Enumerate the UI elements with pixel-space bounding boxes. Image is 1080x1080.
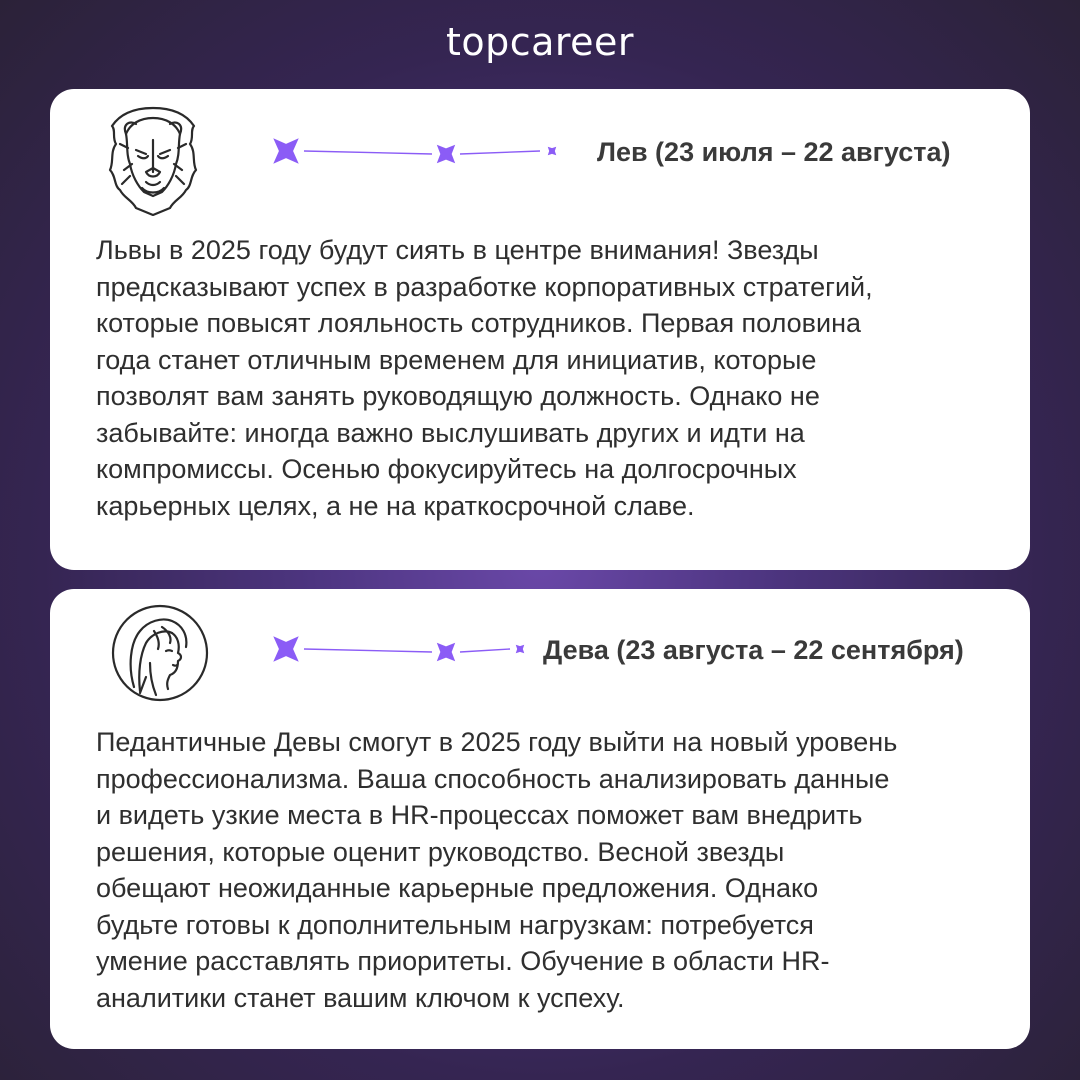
- constellation-icon: [264, 629, 564, 673]
- sign-title: Лев (23 июля – 22 августа): [597, 137, 951, 167]
- leo-card: [50, 89, 1030, 570]
- virgo-woman-icon: [110, 603, 210, 703]
- sign-title: Дева (23 августа – 22 сентября): [543, 635, 964, 665]
- brand-logo: topcareer: [445, 20, 635, 64]
- lion-head-icon: [102, 104, 204, 216]
- sign-description: Педантичные Девы смогут в 2025 году выйти на новый уровень профессионализма. Ваша способность анализировать данные и видеть узкие места в HR-процессах поможет вам внедрить решения, которые оценит руководство. Весной звезды обещают неожиданные карьерные предложения. Однако будьте готовы к дополнительным нагрузкам: потребуется умение расставлять приоритеты. Обучение в области HR- аналитики станет вашим ключом к успеху.: [96, 727, 898, 1013]
- constellation-icon: [264, 131, 564, 175]
- sign-description: Львы в 2025 году будут сиять в центре внимания! Звезды предсказывают успех в разработке корпоративных стратегий, которые повысят лояльность сотрудников. Первая половина года станет отличным временем для инициатив, которые позволят вам занять руководящую должность. Однако не забывайте: иногда важно выслушивать других и идти на компромиссы. Осенью фокусируйтесь на долгосрочных карьерных целях, а не на краткосрочной славе.: [96, 235, 873, 521]
- virgo-card: [50, 589, 1030, 1049]
